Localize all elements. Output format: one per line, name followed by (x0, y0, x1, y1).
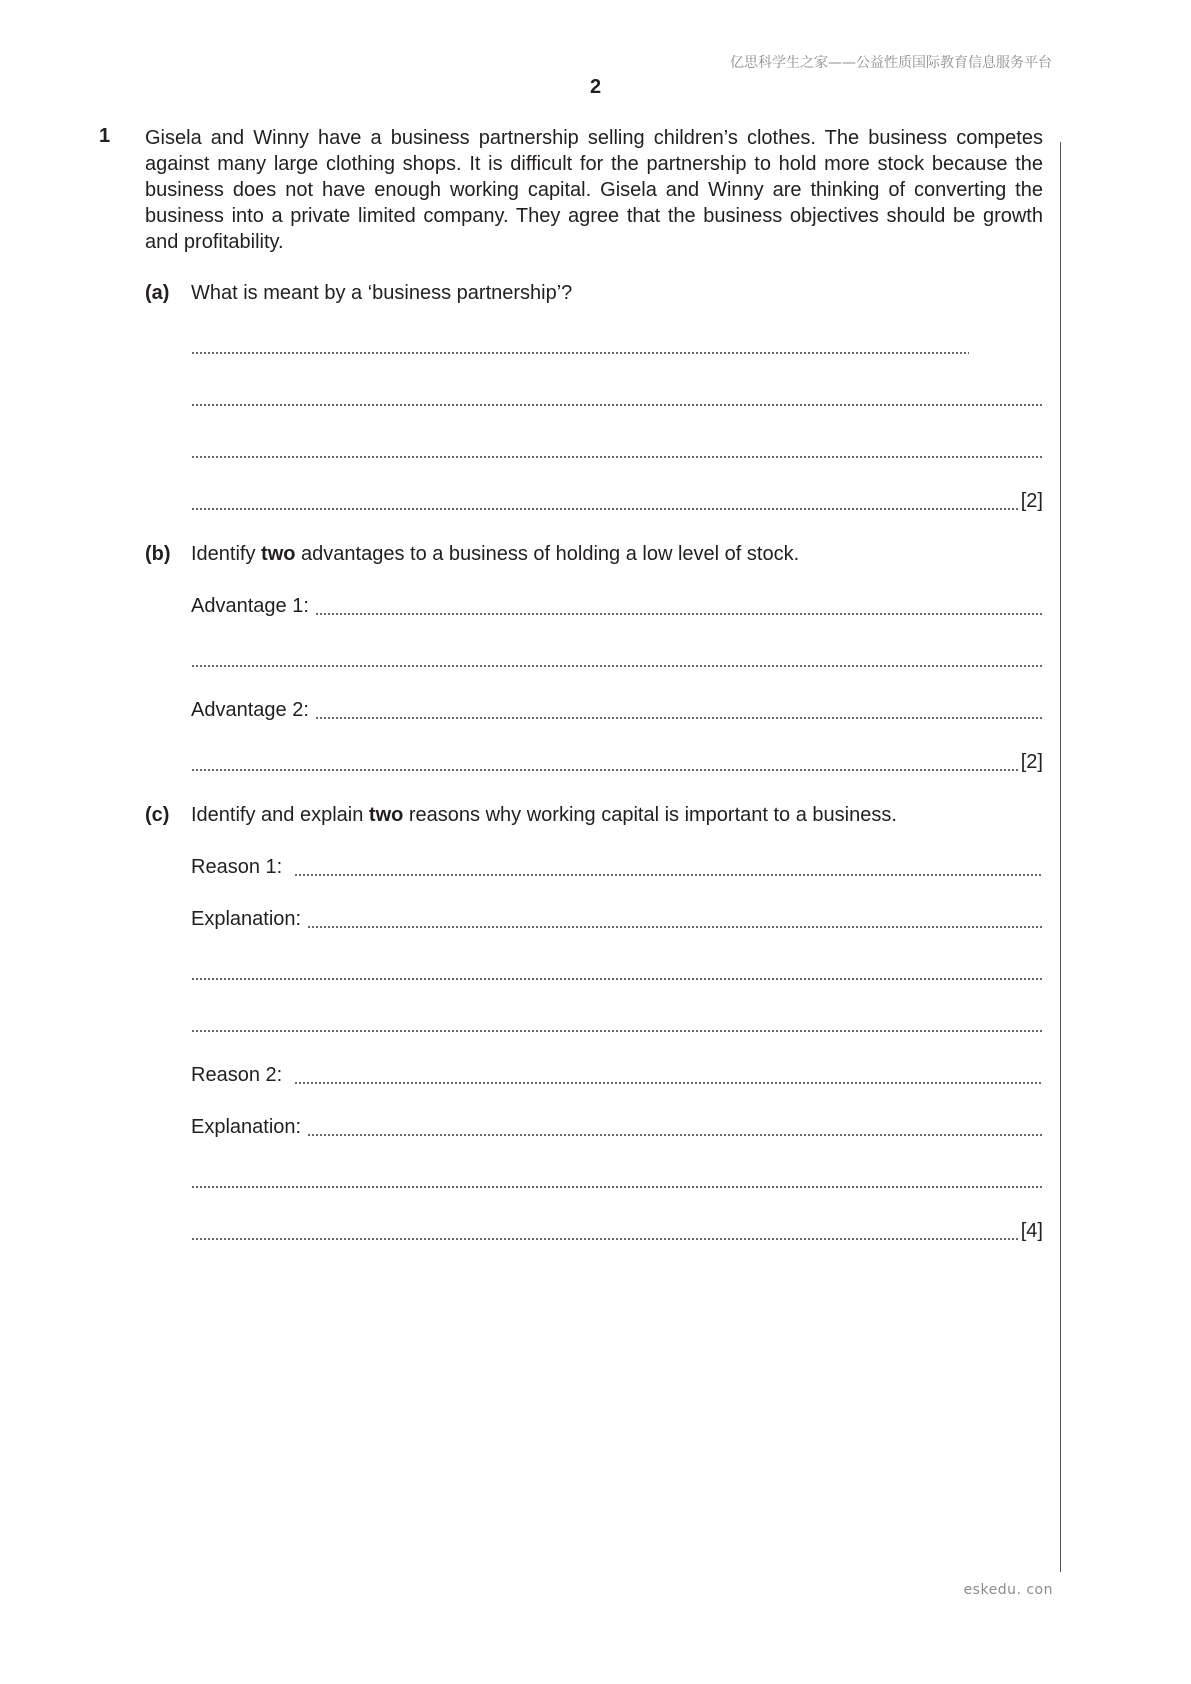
header-watermark: 亿思科学生之家——公益性质国际教育信息服务平台 (730, 55, 1052, 71)
explanation-1-label: Explanation: (191, 908, 302, 930)
marks-c: [4] (1020, 1220, 1043, 1242)
dotted-line (294, 873, 1043, 877)
advantage-2-label: Advantage 2: (191, 699, 309, 721)
answer-line-b4[interactable] (191, 751, 1043, 777)
dotted-line (191, 455, 1043, 459)
dotted-line (191, 664, 1043, 668)
dotted-line (191, 507, 1019, 511)
dotted-line (191, 768, 1019, 772)
part-b-label: (b) (145, 543, 171, 565)
page-number: 2 (589, 76, 602, 98)
dotted-line (315, 612, 1043, 616)
dotted-line (191, 351, 969, 355)
dotted-line (294, 1081, 1043, 1085)
answer-line-b-advantage1[interactable] (191, 595, 1043, 621)
dotted-line (191, 1237, 1019, 1241)
marks-a: [2] (1020, 490, 1043, 512)
part-b-question: Identify two advantages to a business of holding a low level of stock. (191, 543, 800, 565)
answer-line-c-explanation1[interactable] (191, 908, 1043, 934)
part-c-label: (c) (145, 804, 170, 826)
part-a-question: What is meant by a ‘business partnership’? (191, 282, 573, 304)
part-c-question: Identify and explain two reasons why working capital is important to a business. (191, 804, 897, 826)
answer-line-c3[interactable] (191, 960, 1043, 986)
answer-line-c-reason2[interactable] (191, 1064, 1043, 1090)
dotted-line (191, 1185, 1043, 1189)
dotted-line (191, 403, 1043, 407)
dotted-line (191, 977, 1043, 981)
reason-2-label: Reason 2: (191, 1064, 283, 1086)
answer-line-c4[interactable] (191, 1012, 1043, 1038)
answer-line-c-reason1[interactable] (191, 856, 1043, 882)
answer-line-c7[interactable] (191, 1168, 1043, 1194)
answer-line-b2[interactable] (191, 647, 1043, 673)
marks-b: [2] (1020, 751, 1043, 773)
dotted-line (315, 716, 1043, 720)
dotted-line (191, 1029, 1043, 1033)
answer-line-c8[interactable] (191, 1220, 1043, 1246)
question-stem: Gisela and Winny have a business partnership selling children’s clothes. The business competes against many large clothing shops. It is difficult for the partnership to hold more stock because the business does not have enough working capital. Gisela and Winny are thinking of converting the business into a private limited company. They agree that the business objectives should be growth and profitability. (145, 127, 1043, 253)
dotted-line (307, 1133, 1043, 1137)
reason-1-label: Reason 1: (191, 856, 283, 878)
explanation-2-label: Explanation: (191, 1116, 302, 1138)
dotted-line (307, 925, 1043, 929)
answer-line-c-explanation2[interactable] (191, 1116, 1043, 1142)
advantage-1-label: Advantage 1: (191, 595, 309, 617)
margin-rule (1060, 142, 1061, 1572)
part-a-label: (a) (145, 282, 170, 304)
answer-line-b-advantage2[interactable] (191, 699, 1043, 725)
answer-line-a3[interactable] (191, 438, 1043, 464)
footer-watermark: eskedu. con (963, 1582, 1053, 1598)
answer-line-a1[interactable] (191, 334, 969, 360)
question-number: 1 (99, 125, 111, 147)
answer-line-a2[interactable] (191, 386, 1043, 412)
answer-line-a4[interactable] (191, 490, 1043, 516)
